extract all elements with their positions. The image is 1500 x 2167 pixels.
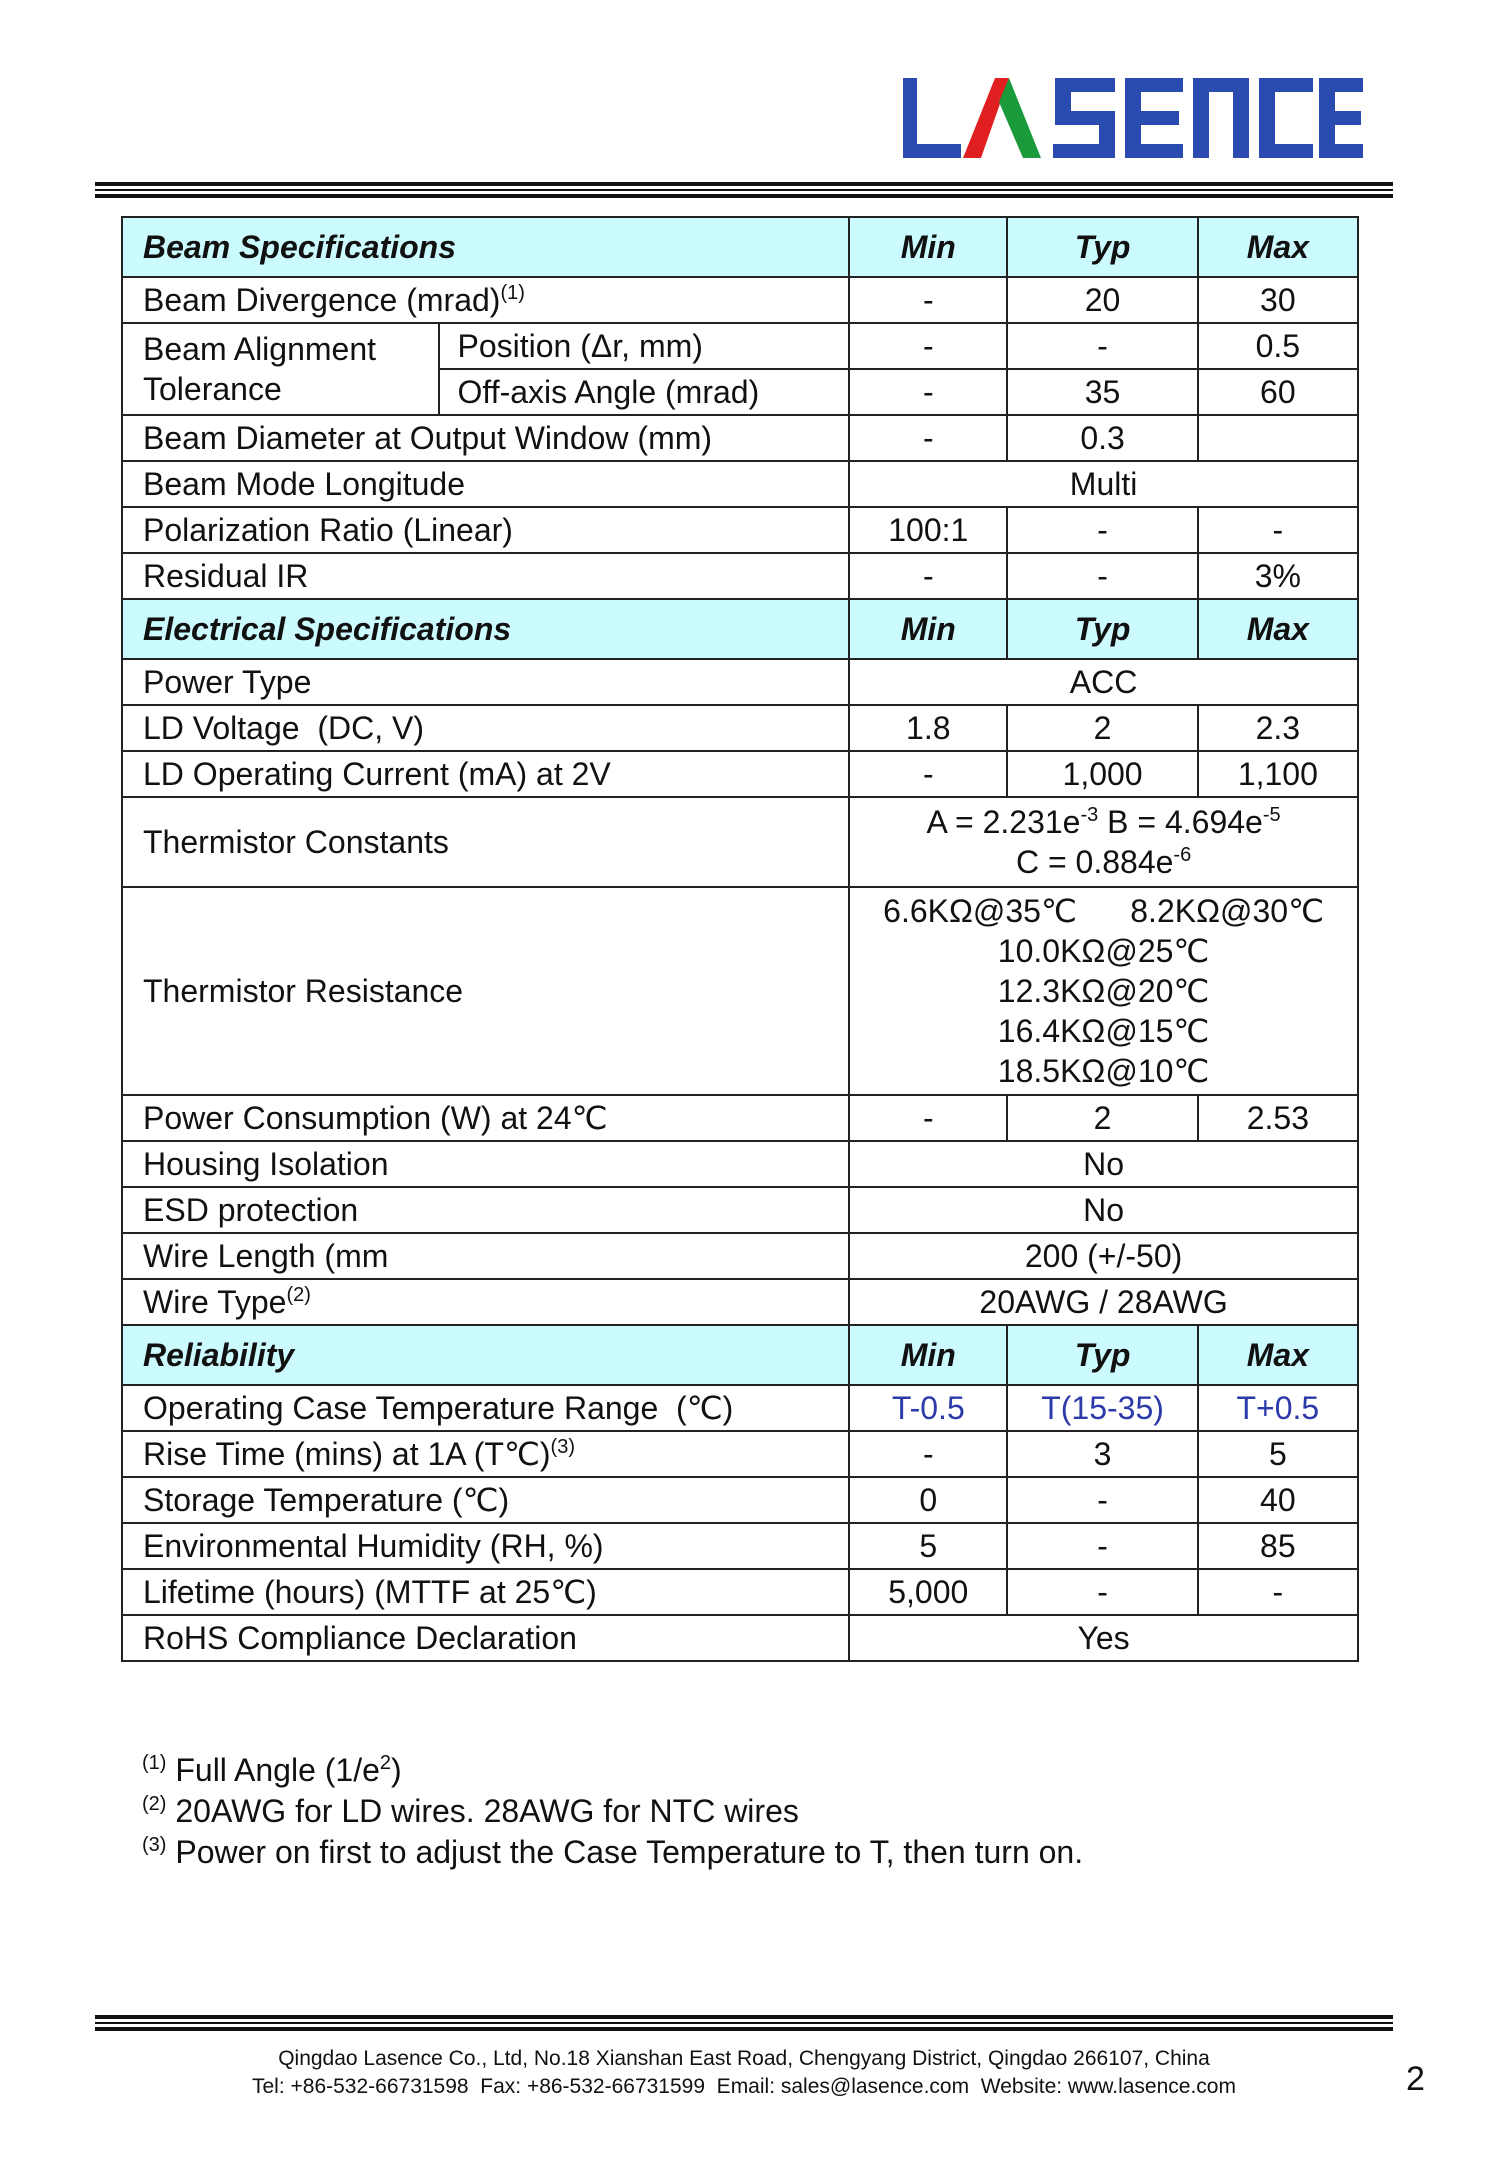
row-label: Beam Diameter at Output Window (mm) xyxy=(122,415,849,461)
table-row xyxy=(122,705,1358,751)
min-value: 0 xyxy=(849,1477,1007,1523)
min-header: Min xyxy=(849,1325,1007,1385)
typ-value: 3 xyxy=(1007,1431,1197,1477)
row-group-label: Beam Alignment Tolerance xyxy=(122,323,439,415)
merged-value: No xyxy=(849,1141,1358,1187)
merged-value: No xyxy=(849,1187,1358,1233)
typ-value: 20 xyxy=(1007,277,1197,323)
max-value: - xyxy=(1198,507,1358,553)
min-value: 5 xyxy=(849,1523,1007,1569)
merged-value: 20AWG / 28AWG xyxy=(849,1279,1358,1325)
table-row xyxy=(122,1385,1358,1431)
max-header: Max xyxy=(1198,217,1358,277)
row-label: Rise Time (mins) at 1A (T℃)$^{(3)}$ xyxy=(122,1431,849,1477)
max-value: 60 xyxy=(1198,369,1358,415)
typ-value: - xyxy=(1007,1523,1197,1569)
row-label: Environmental Humidity (RH, %) xyxy=(122,1523,849,1569)
typ-value: - xyxy=(1007,1569,1197,1615)
typ-value: 0.3 xyxy=(1007,415,1197,461)
merged-value: ACC xyxy=(849,659,1358,705)
row-label: LD Voltage (DC, V) xyxy=(122,705,849,751)
footnotes xyxy=(142,1750,1083,1873)
lasence-logo xyxy=(903,78,1363,158)
reliability-header xyxy=(122,1325,1358,1385)
typ-value: - xyxy=(1007,553,1197,599)
row-label: Operating Case Temperature Range (℃) xyxy=(122,1385,849,1431)
table-row xyxy=(122,1569,1358,1615)
typ-value: - xyxy=(1007,1477,1197,1523)
table-row xyxy=(122,659,1358,705)
max-header: Max xyxy=(1198,1325,1358,1385)
table-row xyxy=(122,797,1358,887)
row-label: Thermistor Constants xyxy=(122,797,849,887)
max-value: 3% xyxy=(1198,553,1358,599)
table-row xyxy=(122,1431,1358,1477)
table-row xyxy=(122,553,1358,599)
max-value: 2.3 xyxy=(1198,705,1358,751)
min-value: 100:1 xyxy=(849,507,1007,553)
row-label: Beam Divergence (mrad)$^{(1)}$ xyxy=(122,277,849,323)
specifications-table xyxy=(121,216,1359,1662)
min-value: - xyxy=(849,1095,1007,1141)
header-rule xyxy=(95,182,1393,198)
row-label: Residual IR xyxy=(122,553,849,599)
min-header: Min xyxy=(849,599,1007,659)
row-label: Wire Type$^{(2)}$ xyxy=(122,1279,849,1325)
min-value: - xyxy=(849,369,1007,415)
typ-value: - xyxy=(1007,323,1197,369)
table-row xyxy=(122,1095,1358,1141)
typ-header: Typ xyxy=(1007,1325,1197,1385)
max-value: 85 xyxy=(1198,1523,1358,1569)
thermistor-resistance-value: 6.6KΩ@35℃ 8.2KΩ@30℃ 10.0KΩ@25℃ 12.3KΩ@20℃ 16.4KΩ@15℃ 18.5KΩ@10℃ xyxy=(849,887,1358,1095)
typ-value: 35 xyxy=(1007,369,1197,415)
max-value: 30 xyxy=(1198,277,1358,323)
table-row xyxy=(122,507,1358,553)
typ-header: Typ xyxy=(1007,217,1197,277)
max-value: 0.5 xyxy=(1198,323,1358,369)
typ-value: 1,000 xyxy=(1007,751,1197,797)
company-footer xyxy=(95,2045,1393,2101)
max-value: T+0.5 xyxy=(1198,1385,1358,1431)
merged-value: 200 (+/-50) xyxy=(849,1233,1358,1279)
typ-value: T(15-35) xyxy=(1007,1385,1197,1431)
footer-address: Qingdao Lasence Co., Ltd, No.18 Xianshan East Road, Chengyang District, Qingdao 266107, China xyxy=(278,2047,1210,2070)
typ-value: 2 xyxy=(1007,705,1197,751)
row-label: Lifetime (hours) (MTTF at 25℃) xyxy=(122,1569,849,1615)
row-label: Thermistor Resistance xyxy=(122,887,849,1095)
row-label: LD Operating Current (mA) at 2V xyxy=(122,751,849,797)
row-label: Beam Mode Longitude xyxy=(122,461,849,507)
max-header: Max xyxy=(1198,599,1358,659)
merged-value: Multi xyxy=(849,461,1358,507)
min-value: 5,000 xyxy=(849,1569,1007,1615)
table-row xyxy=(122,1279,1358,1325)
table-row xyxy=(122,751,1358,797)
table-row xyxy=(122,1477,1358,1523)
table-row xyxy=(122,1523,1358,1569)
section-title: Reliability xyxy=(122,1325,849,1385)
row-label: Power Consumption (W) at 24℃ xyxy=(122,1095,849,1141)
table-row xyxy=(122,1187,1358,1233)
min-value: - xyxy=(849,323,1007,369)
table-row xyxy=(122,1141,1358,1187)
row-label: Polarization Ratio (Linear) xyxy=(122,507,849,553)
typ-value: - xyxy=(1007,507,1197,553)
footnote-3: $^{(3)}$ Power on first to adjust the Case Temperature to T, then turn on. xyxy=(142,1834,1084,1870)
table-row xyxy=(122,1233,1358,1279)
typ-value: 2 xyxy=(1007,1095,1197,1141)
row-label: Housing Isolation xyxy=(122,1141,849,1187)
table-row xyxy=(122,1615,1358,1661)
min-header: Min xyxy=(849,217,1007,277)
footnote-2: $^{(2)}$ 20AWG for LD wires. 28AWG for NTC wires xyxy=(142,1793,799,1829)
min-value: - xyxy=(849,415,1007,461)
row-label: Wire Length (mm xyxy=(122,1233,849,1279)
table-row xyxy=(122,277,1358,323)
footer-contact: Tel: +86-532-66731598 Fax: +86-532-66731599 Email: sales@lasence.com Website: www.lasence.com xyxy=(252,2075,1236,2098)
row-label: Storage Temperature (℃) xyxy=(122,1477,849,1523)
min-value: - xyxy=(849,277,1007,323)
max-value xyxy=(1198,415,1358,461)
row-label: Position (Δr, mm) xyxy=(439,323,850,369)
section-title: Beam Specifications xyxy=(122,217,849,277)
typ-header: Typ xyxy=(1007,599,1197,659)
min-value: T-0.5 xyxy=(849,1385,1007,1431)
row-label: Power Type xyxy=(122,659,849,705)
min-value: - xyxy=(849,751,1007,797)
electrical-specifications-header xyxy=(122,599,1358,659)
table-row xyxy=(122,415,1358,461)
max-value: 1,100 xyxy=(1198,751,1358,797)
max-value: 2.53 xyxy=(1198,1095,1358,1141)
beam-specifications-header xyxy=(122,217,1358,277)
row-label: RoHS Compliance Declaration xyxy=(122,1615,849,1661)
thermistor-constants-value: $A = 2.231e^{-3}$ $B = 4.694e^{-5}$ $C = 0.884e^{-6}$ xyxy=(849,797,1358,887)
table-row xyxy=(122,461,1358,507)
min-value: - xyxy=(849,553,1007,599)
max-value: 40 xyxy=(1198,1477,1358,1523)
min-value: 1.8 xyxy=(849,705,1007,751)
table-row xyxy=(122,323,1358,369)
merged-value: Yes xyxy=(849,1615,1358,1661)
footer-rule xyxy=(95,2015,1393,2031)
section-title: Electrical Specifications xyxy=(122,599,849,659)
table-row xyxy=(122,887,1358,1095)
row-label: Off-axis Angle (mrad) xyxy=(439,369,850,415)
max-value: 5 xyxy=(1198,1431,1358,1477)
min-value: - xyxy=(849,1431,1007,1477)
max-value: - xyxy=(1198,1569,1358,1615)
footnote-1: $^{(1)}$ Full Angle $(1/e^2)$ xyxy=(142,1752,402,1788)
row-label: ESD protection xyxy=(122,1187,849,1233)
page-number: 2 xyxy=(1406,2060,1425,2098)
